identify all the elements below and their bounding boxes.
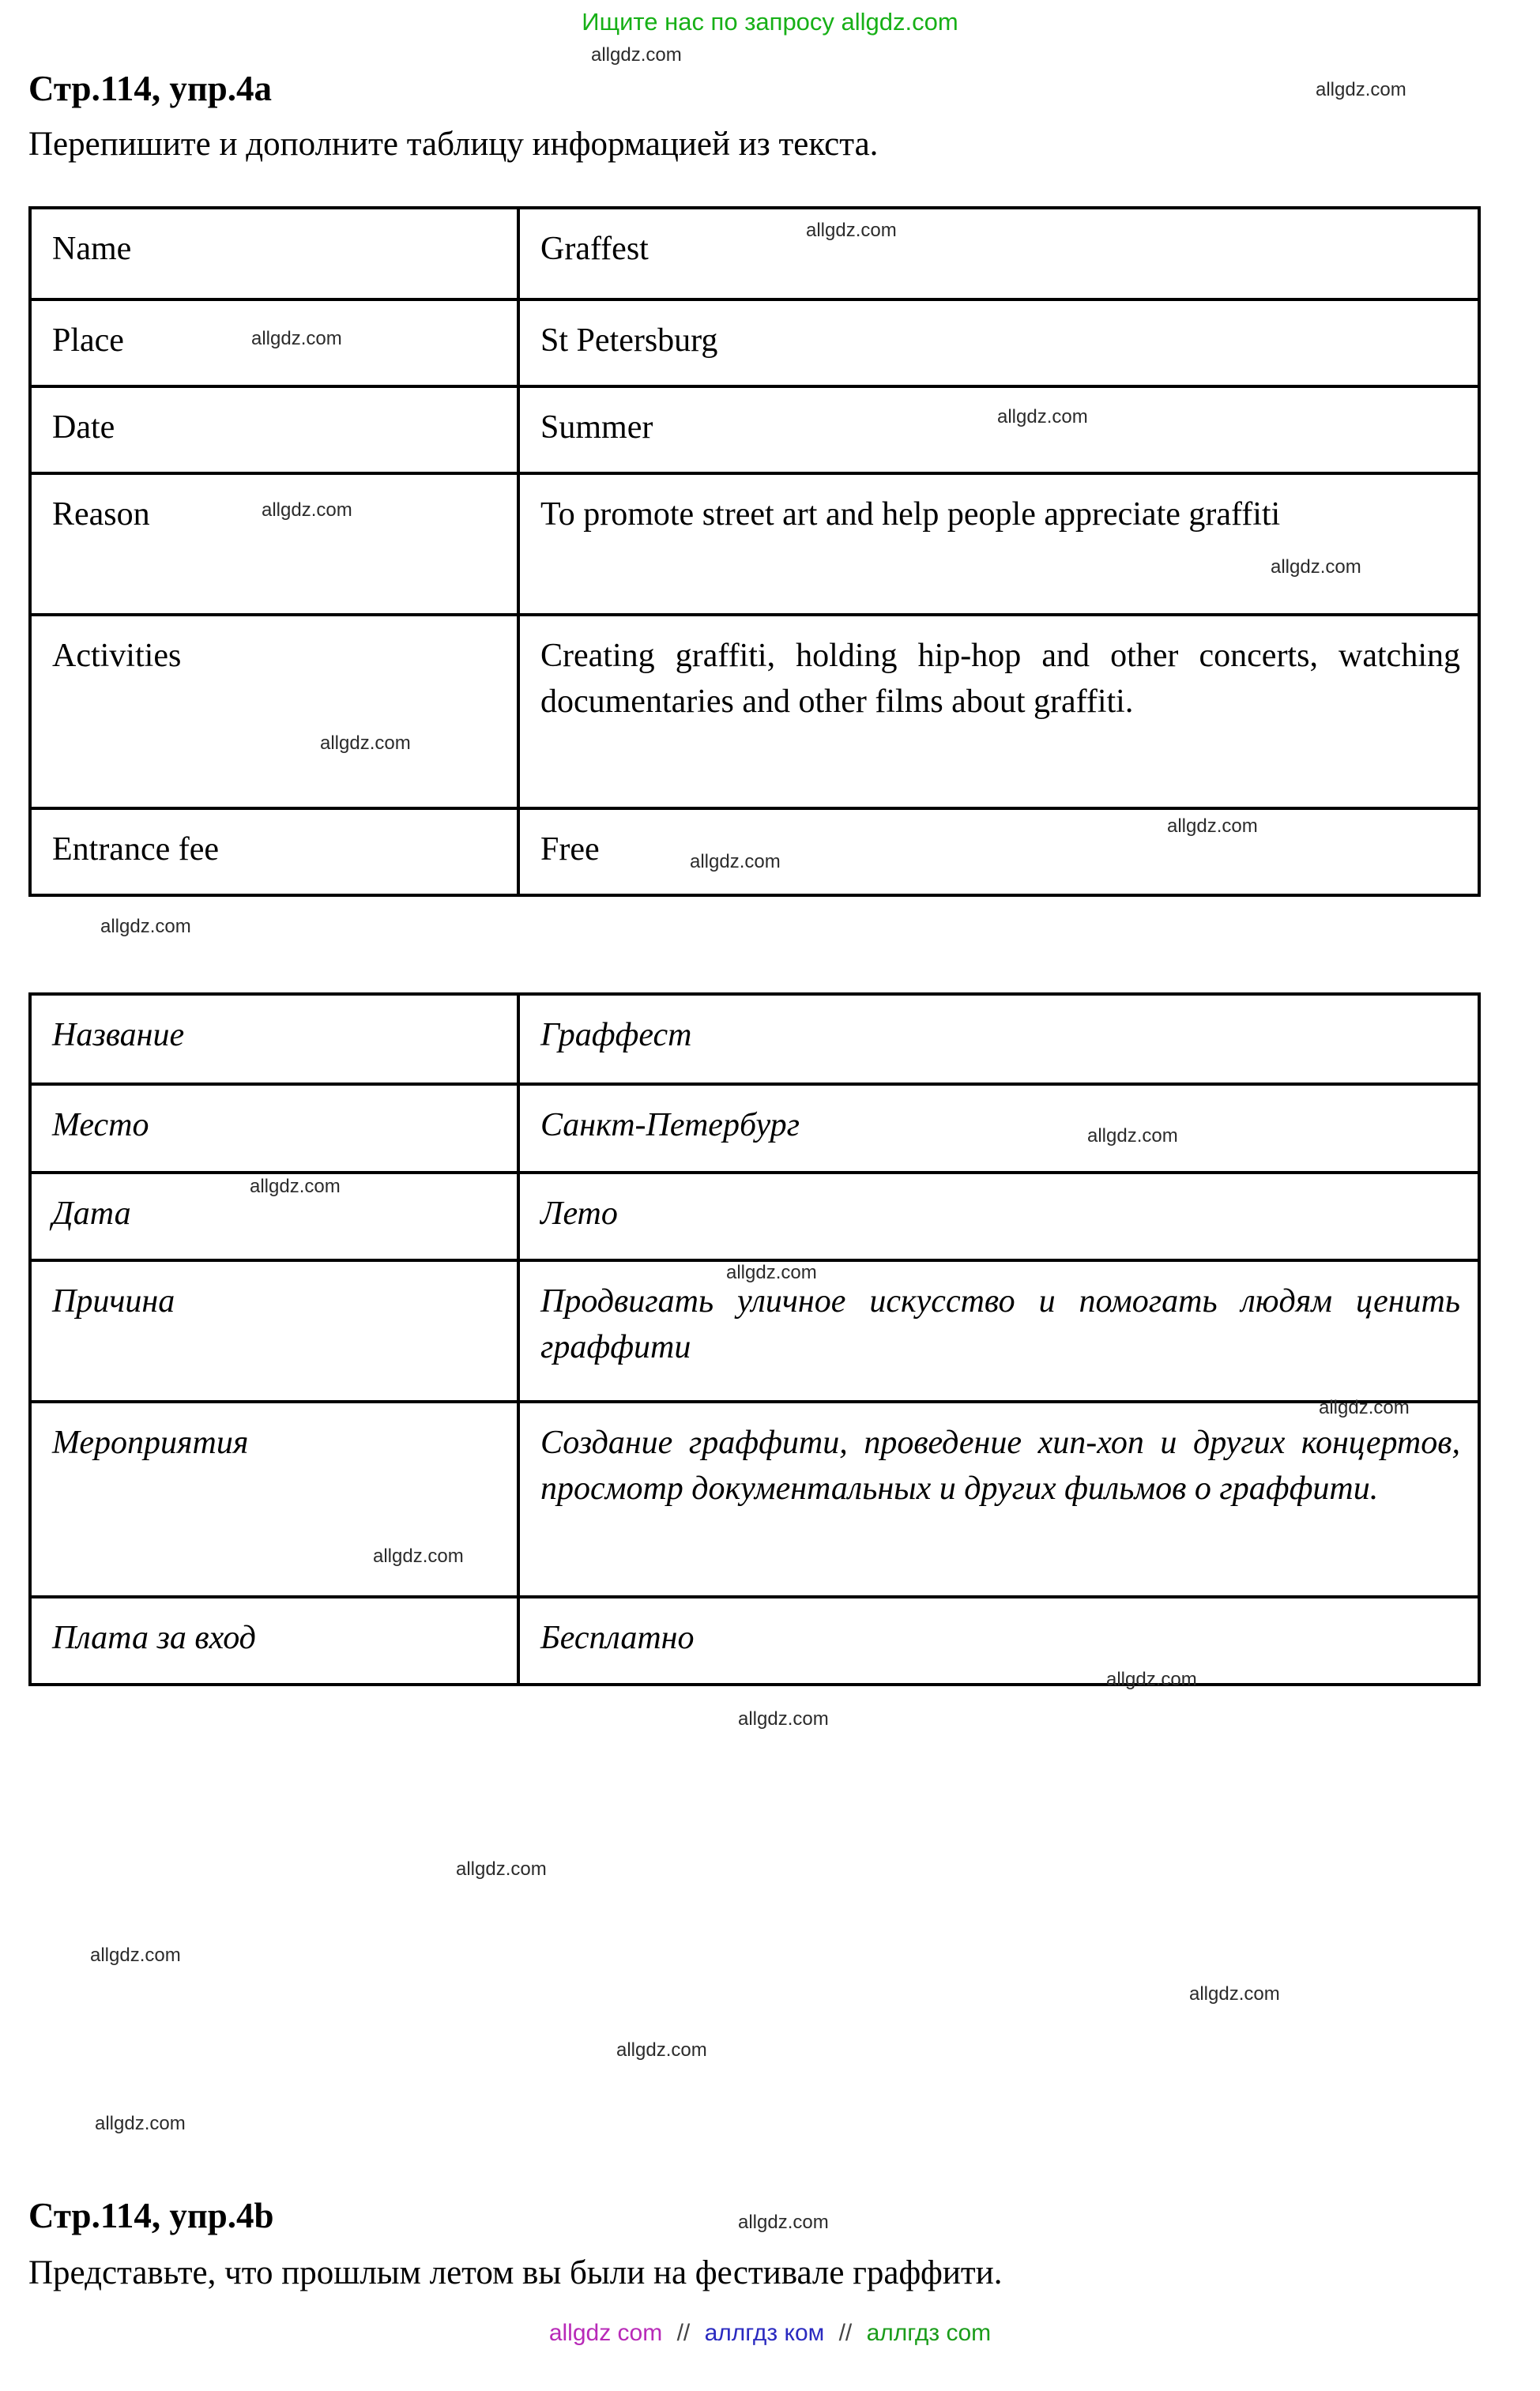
table-row-label: Плата за вход: [32, 1598, 520, 1683]
watermark: allgdz.com: [1319, 1397, 1410, 1418]
table-row-value: Санкт-Петербург: [540, 1107, 800, 1143]
table-row-label: Date: [32, 388, 520, 472]
footer-link-allgdz[interactable]: allgdz com: [548, 2320, 663, 2346]
table-row-value: To promote street art and help people appreciate graffiti: [540, 496, 1281, 533]
watermark: allgdz.com: [738, 2212, 829, 2233]
table-row: [32, 613, 1478, 807]
watermark: allgdz.com: [616, 2039, 707, 2061]
watermark: allgdz.com: [456, 1858, 547, 1880]
table-row: [32, 1400, 1478, 1595]
table-row-value: Создание граффити, проведение хип-хоп и других концертов, просмотр документальных и других фильмов о граффити.: [540, 1425, 1460, 1507]
table-row-value: Граффест: [540, 1017, 692, 1053]
table-row-label: Причина: [32, 1262, 520, 1400]
watermark: allgdz.com: [1271, 556, 1361, 578]
table-row-value: Лето: [540, 1196, 618, 1232]
watermark: allgdz.com: [1316, 79, 1406, 100]
exercise-a-title: Стр.114, упр.4a: [28, 69, 273, 108]
table-row-value: Creating graffiti, holding hip-hop and other concerts, watching documentaries and other films about graffiti.: [540, 638, 1460, 720]
watermark: allgdz.com: [690, 851, 781, 872]
watermark: allgdz.com: [806, 220, 897, 241]
watermark: allgdz.com: [726, 1262, 817, 1283]
table-row-value: St Petersburg: [540, 322, 718, 359]
watermark: allgdz.com: [997, 406, 1088, 427]
table-row: [32, 807, 1478, 894]
footer-links: [0, 2320, 1540, 2347]
table-row: [32, 1171, 1478, 1259]
footer-link-allgdz-mixed[interactable]: аллгдз com: [866, 2320, 992, 2346]
table-row: [32, 996, 1478, 1083]
table-row-label: Название: [32, 996, 520, 1083]
table-row-value: Free: [540, 831, 600, 868]
table-row: [32, 1083, 1478, 1171]
table-row: [32, 385, 1478, 472]
watermark: allgdz.com: [262, 499, 352, 521]
footer-separator: //: [838, 2320, 853, 2346]
watermark: allgdz.com: [320, 732, 411, 754]
table-row-value: Продвигать уличное искусство и помогать людям ценить граффити: [540, 1283, 1460, 1365]
table-row-label: Name: [32, 209, 520, 298]
watermark: allgdz.com: [100, 916, 191, 937]
table-row: [32, 298, 1478, 385]
footer-link-allgdz-ru[interactable]: аллгдз ком: [704, 2320, 825, 2346]
watermark: allgdz.com: [1087, 1125, 1178, 1147]
footer-separator: //: [676, 2320, 691, 2346]
table-row: [32, 209, 1478, 298]
top-search-banner: Ищите нас по запросу allgdz.com: [582, 8, 958, 36]
table-row-label: Место: [32, 1086, 520, 1171]
table-row-value: Summer: [540, 409, 653, 446]
table-row-label: Place: [32, 301, 520, 385]
watermark: allgdz.com: [738, 1708, 829, 1730]
table-row-label: Reason: [32, 475, 520, 613]
table-english: [28, 206, 1481, 897]
table-row: [32, 1595, 1478, 1683]
exercise-a-instruction: Перепишите и дополните таблицу информацией из текста.: [28, 126, 879, 163]
table-russian: [28, 992, 1481, 1686]
watermark: allgdz.com: [373, 1546, 464, 1567]
table-row: [32, 472, 1478, 613]
watermark: allgdz.com: [90, 1945, 181, 1966]
table-row-label: Activities: [32, 616, 520, 807]
watermark: allgdz.com: [1189, 1983, 1280, 2005]
exercise-b-title: Стр.114, упр.4b: [28, 2196, 274, 2235]
watermark: allgdz.com: [95, 2113, 186, 2134]
watermark: allgdz.com: [591, 44, 682, 66]
watermark: allgdz.com: [250, 1176, 341, 1197]
table-row-value: Graffest: [540, 231, 649, 267]
watermark: allgdz.com: [1167, 815, 1258, 837]
exercise-b-instruction: Представьте, что прошлым летом вы были на фестивале граффити.: [28, 2254, 1003, 2291]
watermark: allgdz.com: [1106, 1669, 1197, 1690]
table-row-label: Дата: [32, 1174, 520, 1259]
watermark: allgdz.com: [251, 328, 342, 349]
table-row-label: Entrance fee: [32, 810, 520, 894]
table-row-label: Мероприятия: [32, 1403, 520, 1595]
table-row-value: Бесплатно: [540, 1620, 695, 1656]
